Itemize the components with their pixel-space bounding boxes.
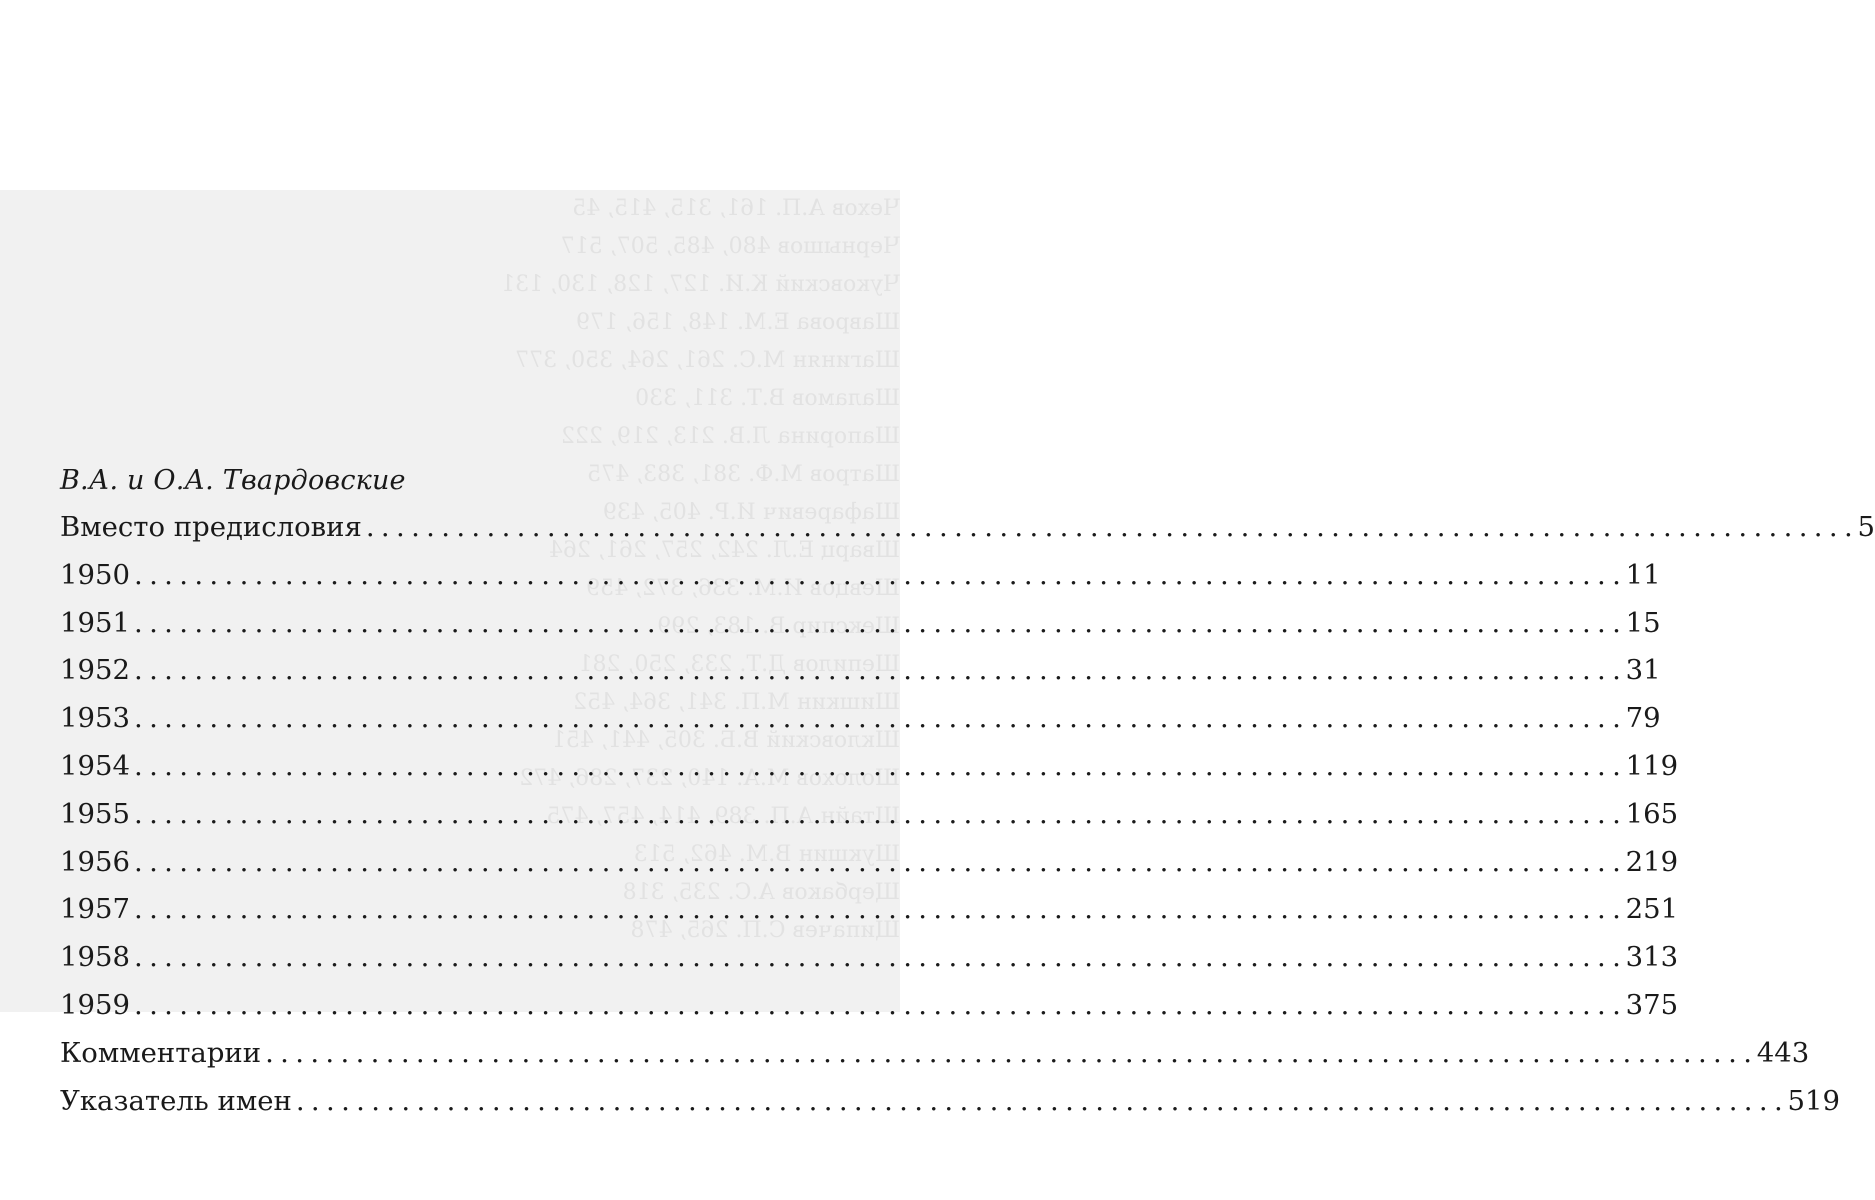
toc-entry-title: 1951 <box>60 606 130 639</box>
toc-dot-leader <box>134 695 1620 743</box>
toc-dot-leader <box>134 647 1620 695</box>
toc-dot-leader <box>265 1030 1751 1078</box>
toc-entry <box>60 791 1679 839</box>
toc-entry <box>60 1078 1841 1126</box>
toc-dot-leader <box>134 743 1620 791</box>
toc-entry <box>60 982 1679 1030</box>
bleed-through-texture: Чехов А.П. 161, 315, 415, 45 Чернышов 480, 485, 507, 517 Чуковский К.И. 127, 128, 130, 131 Шаврова Е.М. 148, 156, 179 Шагинян М.С. 261, 264, 350, 377 Шаламов В.Т. 311, 330 Шапорина Л.В. 213, 219, 222 Шатров М.Ф. 381, 383, 475 Шафаревич И.Р. 405, 439 Шварц Е.Л. 242, 257, 261, 264 Шевцов И.М. 336, 372, 459 Шекспир В. 183, 299 Шепилов Д.Т. 233, 250, 281 Шишкин М.П. 341, 364, 452 Шкловский В.Б. 305, 441, 451 Шолохов М.А. 140, 237, 286, 472 Штайн А.П. 389, 414, 457, 475 Шукшин В.М. 462, 513 Щербаков А.С. 235, 318 Щипачев С.П. 265, 478 <box>501 196 900 943</box>
toc-dot-leader <box>134 982 1620 1030</box>
toc-entry-title: 1954 <box>60 749 130 782</box>
toc-entry-page-number: 375 <box>1625 988 1679 1021</box>
toc-entry-title: Вместо предисловия <box>60 511 362 543</box>
toc-dot-leader <box>296 1078 1782 1126</box>
table-of-contents <box>60 458 1875 1125</box>
toc-entry-page-number: 251 <box>1625 893 1679 926</box>
toc-entry <box>60 647 1661 695</box>
toc-entry <box>60 695 1661 743</box>
toc-entry-title: 1956 <box>60 845 130 878</box>
toc-entry-page-number: 165 <box>1625 797 1679 830</box>
toc-entry-page-number: 219 <box>1625 845 1679 878</box>
toc-entry-title: Комментарии <box>60 1036 262 1069</box>
toc-dot-leader <box>366 504 1852 552</box>
toc-entry-title: 1959 <box>60 988 130 1021</box>
toc-entry-title: 1957 <box>60 893 130 926</box>
toc-entry-list <box>60 504 1875 1125</box>
toc-entry-title: 1950 <box>60 558 130 591</box>
toc-entry-title: Указатель имен <box>60 1084 292 1117</box>
toc-entry-title: 1955 <box>60 797 130 830</box>
toc-entry-page-number: 519 <box>1787 1084 1841 1117</box>
toc-entry-page-number: 443 <box>1756 1036 1810 1069</box>
toc-entry <box>60 839 1679 887</box>
toc-entry-page-number: 5 <box>1857 511 1875 543</box>
toc-entry <box>60 504 1875 552</box>
toc-entry <box>60 552 1661 600</box>
book-page <box>0 190 1875 1117</box>
toc-entry-title: 1953 <box>60 702 130 735</box>
toc-entry-page-number: 119 <box>1625 749 1679 782</box>
toc-dot-leader <box>134 839 1620 887</box>
toc-entry-title: 1958 <box>60 941 130 974</box>
toc-entry-page-number: 11 <box>1625 558 1661 591</box>
toc-entry-title: 1952 <box>60 654 130 687</box>
toc-dot-leader <box>134 552 1620 600</box>
toc-entry-page-number: 313 <box>1625 941 1679 974</box>
toc-entry <box>60 743 1679 791</box>
toc-dot-leader <box>134 934 1620 982</box>
toc-entry <box>60 600 1661 648</box>
toc-entry-page-number: 15 <box>1625 606 1661 639</box>
toc-entry <box>60 1030 1810 1078</box>
toc-author-heading: В.А. и О.А. Твардовские <box>60 465 406 496</box>
toc-dot-leader <box>134 791 1620 839</box>
toc-dot-leader <box>134 886 1620 934</box>
toc-entry-page-number: 79 <box>1625 702 1661 735</box>
toc-entry <box>60 886 1679 934</box>
toc-dot-leader <box>134 600 1620 648</box>
toc-entry-page-number: 31 <box>1625 654 1661 687</box>
toc-entry <box>60 934 1679 982</box>
